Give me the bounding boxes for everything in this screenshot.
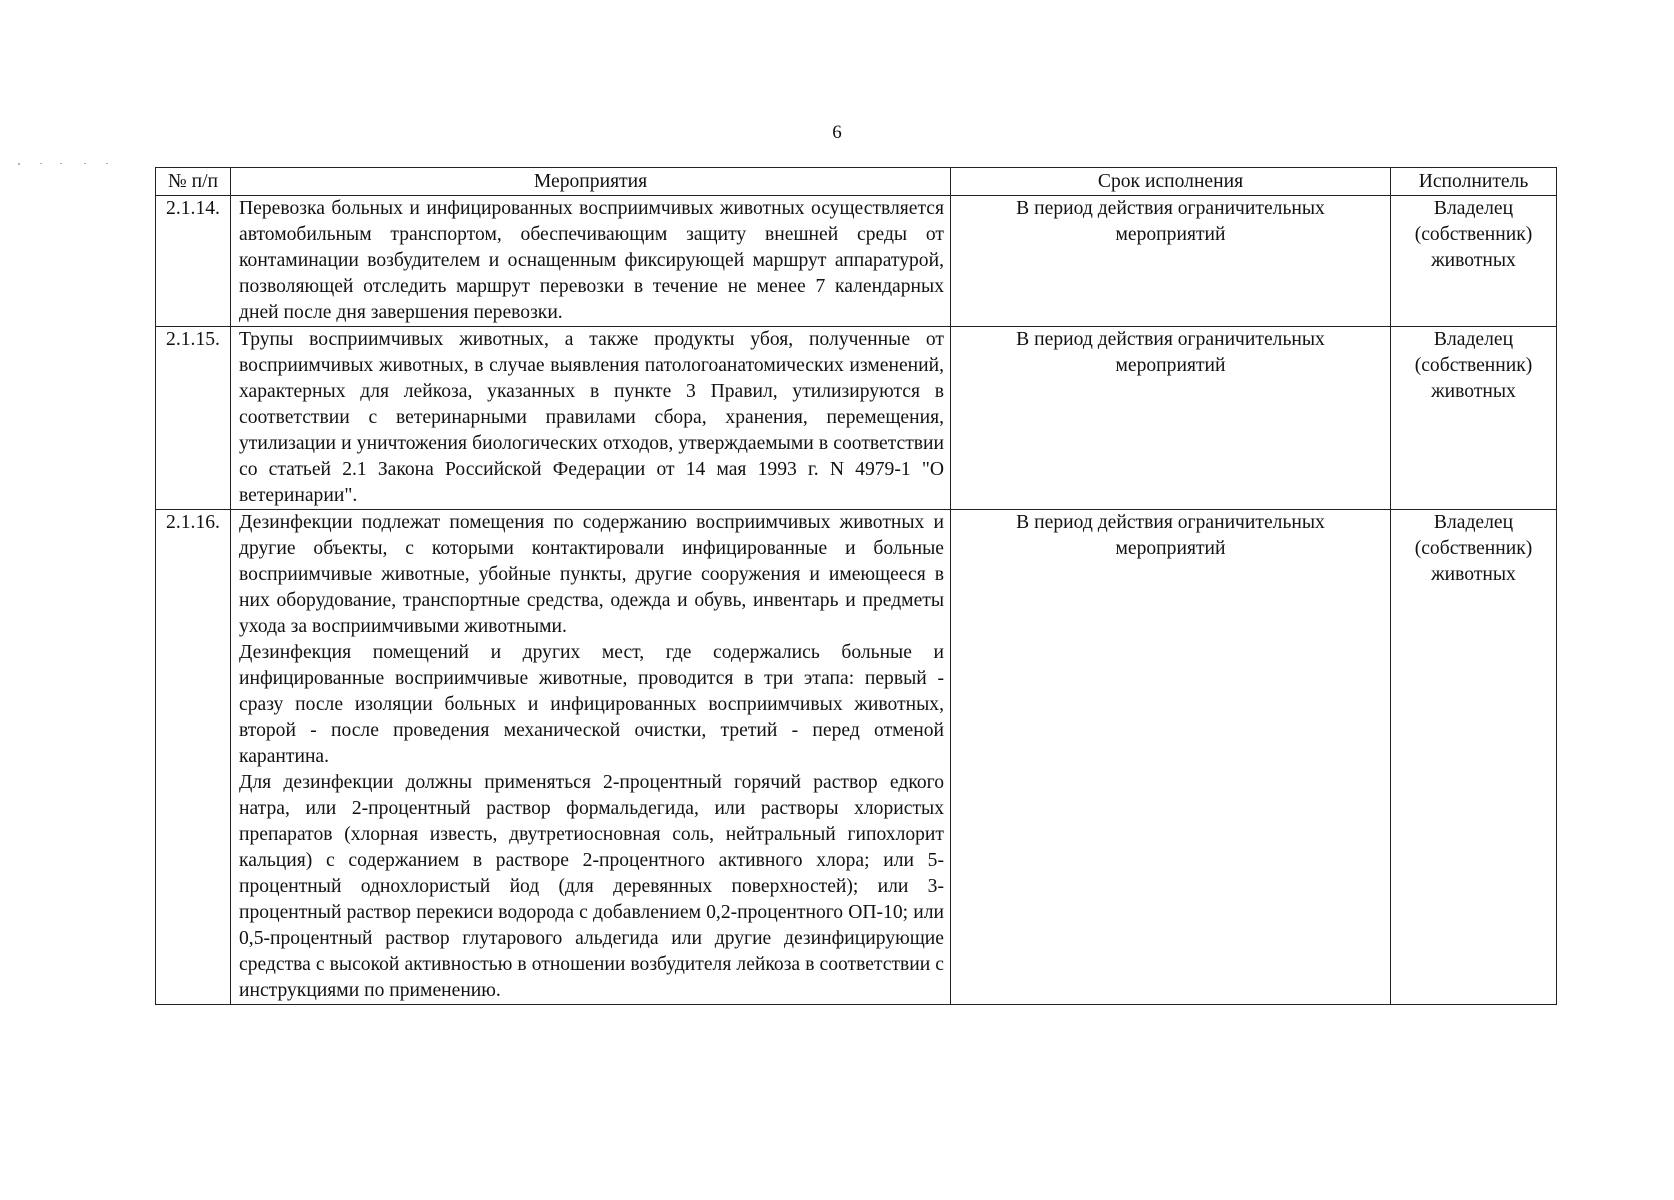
header-executor: Исполнитель (1391, 168, 1557, 196)
table-row (156, 196, 1557, 327)
table-header-row (156, 168, 1557, 196)
row-deadline: В период действия ограничительных мероприятий (951, 510, 1391, 1005)
measures-table (155, 167, 1557, 1005)
header-deadline: Срок исполнения (951, 168, 1391, 196)
row-action (231, 510, 951, 1005)
action-paragraph: Трупы восприимчивых животных, а также продукты убоя, полученные от восприимчивых животных, в случае выявления патологоанатомических изменений, характерных для лейкоза, указанных в пункте 3 Правил, утилизируются в соответствии с ветеринарными правилами сбора, хранения, перемещения, утилизации и уничтожения биологических отходов, утверждаемыми в соответствии со статьей 2.1 Закона Российской Федерации от 14 мая 1993 г. N 4979-1 "О ветеринарии". (239, 329, 944, 506)
row-number: 2.1.16. (156, 510, 231, 1005)
row-executor: Владелец (собственник) животных (1391, 196, 1557, 327)
action-paragraph: Дезинфекция помещений и других мест, где содержались больные и инфицированные восприимчивые животные, проводится в три этапа: первый - сразу после изоляции больных и инфицированных восприимчивых животных, второй - после проведения механической очистки, третий - перед отменой карантина. (239, 642, 944, 767)
row-deadline: В период действия ограничительных мероприятий (951, 327, 1391, 510)
table-row (156, 510, 1557, 1005)
action-paragraph: Перевозка больных и инфицированных восприимчивых животных осуществляется автомобильным транспортом, обеспечивающим защиту внешней среды от контаминации возбудителем и оснащенным фиксирующей маршрут аппаратурой, позволяющей отследить маршрут перевозки в течение не менее 7 календарных дней после дня завершения перевозки. (239, 198, 944, 323)
row-executor: Владелец (собственник) животных (1391, 327, 1557, 510)
scan-speck (106, 163, 108, 164)
action-paragraph: Дезинфекции подлежат помещения по содержанию восприимчивых животных и другие объекты, с которыми контактировали инфицированные и больные восприимчивые животные, убойные пункты, другие сооружения и имеющееся в них оборудование, транспортные средства, одежда и обувь, инвентарь и предметы ухода за восприимчивыми животными. (239, 512, 944, 637)
action-paragraph: Для дезинфекции должны применяться 2-процентный горячий раствор едкого натра, или 2-процентный раствор формальдегида, или растворы хлористых препаратов (хлорная известь, двутретиосновная соль, нейтральный гипохлорит кальция) с содержанием в растворе 2-процентного активного хлора; или 5-процентный однохлористый йод (для деревянных поверхностей); или 3-процентный раствор перекиси водорода с добавлением 0,2-процентного ОП-10; или 0,5-процентный раствор глутарового альдегида или другие дезинфицирующие средства с высокой активностью в отношении возбудителя лейкоза в соответствии с инструкциями по применению. (239, 772, 944, 1001)
row-executor: Владелец (собственник) животных (1391, 510, 1557, 1005)
row-number: 2.1.14. (156, 196, 231, 327)
row-action (231, 327, 951, 510)
header-number: № п/п (156, 168, 231, 196)
scan-speck (18, 163, 20, 165)
scan-speck (40, 163, 42, 164)
row-action (231, 196, 951, 327)
row-number: 2.1.15. (156, 327, 231, 510)
row-deadline: В период действия ограничительных мероприятий (951, 196, 1391, 327)
table-row (156, 327, 1557, 510)
scan-speck (60, 163, 62, 164)
header-actions: Мероприятия (231, 168, 951, 196)
scan-speck (84, 163, 86, 164)
page-number: 6 (832, 122, 842, 143)
